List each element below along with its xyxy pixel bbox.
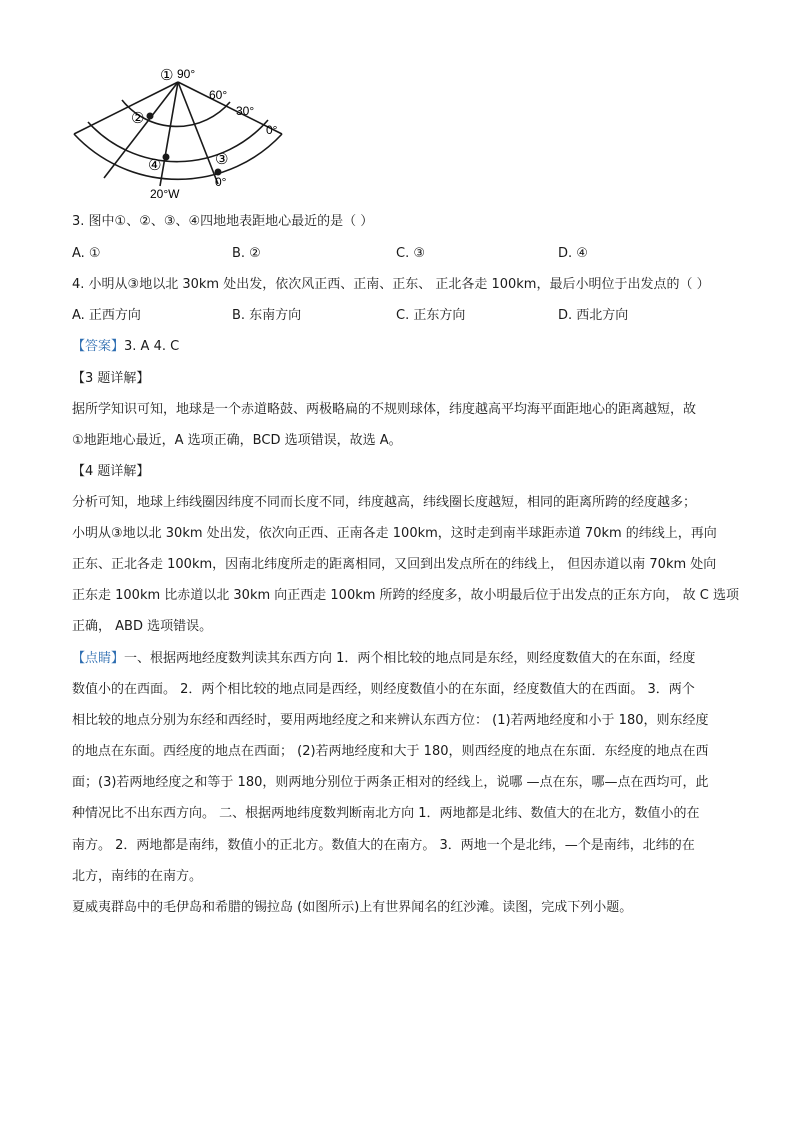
q4-option-c: C. 正东方向 — [396, 308, 466, 323]
d4-line-1: 分析可知，地球上纬线圈因纬度不同而长度不同，纬度越高，纬线圈长度越短，相同的距离所跨的经度越多； — [72, 495, 697, 510]
lat-30-label: 30° — [236, 104, 255, 118]
lon-20w-label: 20°W — [150, 187, 180, 201]
d4-line-3: 正东、正北各走 100km，因南北纬度所走的距离相同，又回到出发点所在的纬线上， 但因赤道以南 70km 处向 — [72, 557, 717, 572]
latitude-arc-0 — [74, 134, 282, 179]
q3-option-c: C. ③ — [396, 246, 425, 261]
answer-line — [72, 338, 179, 356]
q4-stem: 4. 小明从③地以北 30km 处出发，依次风正西、正南、正东、 正北各走 100km，最后小明位于出发点的（ ） — [72, 277, 710, 292]
lat-90-label: 90° — [177, 67, 196, 81]
q3-option-a: A. ① — [72, 246, 101, 261]
point-3-label: ③ — [215, 151, 229, 168]
q3-option-b: B. ② — [232, 246, 261, 261]
intro-line: 夏威夷群岛中的毛伊岛和希腊的锡拉岛 (如图所示)上有世界闻名的红沙滩。读图，完成下列小题。 — [72, 900, 633, 915]
lon-0-label: 0° — [215, 175, 227, 189]
d4-line-5: 正确， ABD 选项错误。 — [72, 619, 213, 634]
meridian-left — [104, 82, 178, 178]
lat-60-label: 60° — [209, 88, 228, 102]
d3-line-1: 据所学知识可知，地球是一个赤道略鼓、两极略扁的不规则球体，纬度越高平均海平面距地心的距离越短，故 — [72, 402, 697, 417]
point-1-label: ① — [160, 67, 174, 84]
answer-tag: 【答案】 — [72, 339, 125, 354]
tip-line-1 — [72, 650, 695, 668]
tip-line-3: 相比较的地点分别为东经和西经时，要用两地经度之和来辨认东西方位： (1)若两地经度和小于 180，则东经度 — [72, 713, 709, 728]
d3-line-2: ①地距地心最近，A 选项正确，BCD 选项错误，故选 A。 — [72, 433, 402, 448]
lat-0-right-label: 0° — [266, 123, 278, 137]
d4-line-2: 小明从③地以北 30km 处出发，依次向正西、正南各走 100km，这时走到南半球距赤道 70km 的纬线上，再向 — [72, 526, 717, 541]
point-4-label: ④ — [148, 157, 162, 174]
tip-line-6: 种情况比不出东西方向。 二、根据两地纬度数判断南北方向 1．两地都是北纬、数值大的在北方，数值小的在 — [72, 806, 700, 821]
meridian-20w — [160, 82, 178, 186]
tip-line-4: 的地点在东面。西经度的地点在西面； (2)若两地经度和大于 180，则西经度的地点在东面．东经度的地点在西 — [72, 744, 709, 759]
q4-option-b: B. 东南方向 — [232, 308, 302, 323]
tip-text-1: 一、根据两地经度数判读其东西方向 1．两个相比较的地点同是东经，则经度数值大的在东面，经度 — [124, 651, 696, 666]
answer-text: 3. A 4. C — [124, 339, 180, 354]
d3-title: 【3 题详解】 — [72, 371, 150, 386]
q4-option-a: A. 正西方向 — [72, 308, 141, 323]
tip-line-7: 南方。 2．两地都是南纬，数值小的正北方。数值大的在南方。 3．两地一个是北纬，—个是南纬，北纬的在 — [72, 838, 695, 853]
point-2-dot — [147, 113, 154, 120]
point-2-label: ② — [131, 110, 145, 127]
tip-line-2: 数值小的在西面。 2．两个相比较的地点同是西经，则经度数值小的在东面，经度数值大的在西面。 3．两个 — [72, 682, 695, 697]
latitude-arc-edge — [74, 82, 178, 134]
d4-title: 【4 题详解】 — [72, 464, 150, 479]
graticule-figure — [60, 62, 300, 202]
tip-tag: 【点睛】 — [72, 651, 125, 666]
q3-option-d: D. ④ — [558, 246, 588, 261]
tip-line-5: 面；(3)若两地经度之和等于 180，则两地分别位于两条正相对的经线上，说哪 —点在东，哪—点在西均可，此 — [72, 775, 709, 790]
q4-option-d: D. 西北方向 — [558, 308, 629, 323]
tip-line-8: 北方，南纬的在南方。 — [72, 869, 203, 884]
q3-stem: 3. 图中①、②、③、④四地地表距地心最近的是（ ） — [72, 214, 374, 229]
d4-line-4: 正东走 100km 比赤道以北 30km 向正西走 100km 所跨的经度多，故小明最后位于出发点的正东方向， 故 C 选项 — [72, 588, 740, 603]
point-4-dot — [163, 154, 170, 161]
